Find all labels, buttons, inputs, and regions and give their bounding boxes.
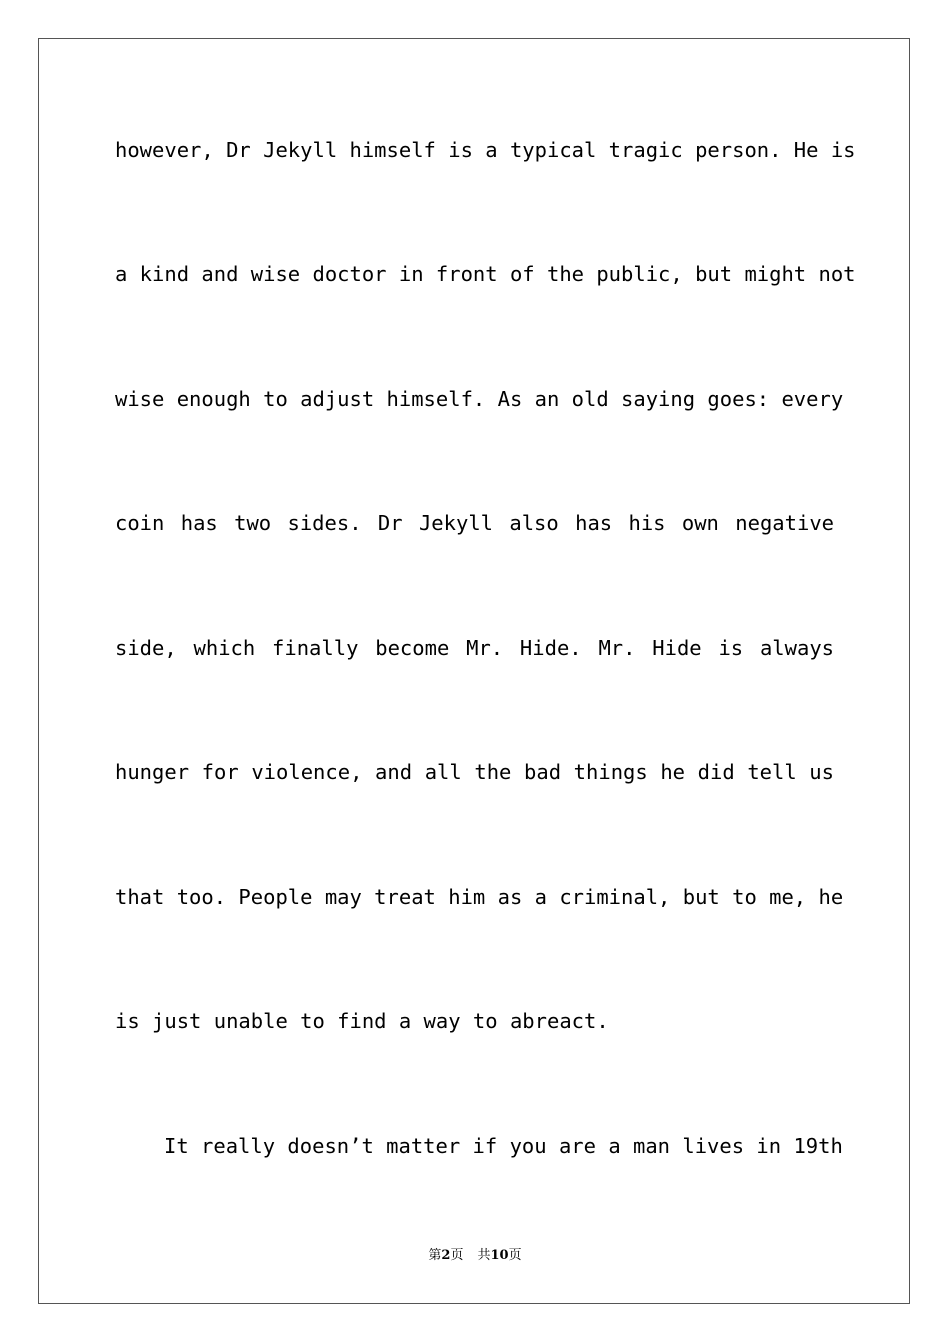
text-line-6: hunger for violence, and all the bad things he did tell us — [115, 760, 834, 784]
text-line-4: coin has two sides. Dr Jekyll also has his own negative — [115, 511, 834, 535]
footer-page-number: 2 — [441, 1248, 451, 1263]
footer-total-prefix: 共 — [477, 1248, 491, 1263]
text-line-8: is just unable to find a way to abreact. — [115, 1009, 609, 1033]
footer-total-pages: 10 — [490, 1248, 509, 1263]
text-line-5: side, which finally become Mr. Hide. Mr. Hide is always — [115, 636, 834, 660]
text-line-9: It really doesn’t matter if you are a man lives in 19th — [164, 1134, 843, 1158]
text-line-2: a kind and wise doctor in front of the public, but might not — [115, 262, 856, 286]
footer-page-suffix: 页 — [450, 1248, 464, 1263]
text-line-7: that too. People may treat him as a criminal, but to me, he — [115, 885, 844, 909]
text-line-1: however, Dr Jekyll himself is a typical tragic person. He is — [115, 138, 856, 162]
footer-page-prefix: 第 — [428, 1248, 442, 1263]
page-footer — [0, 1247, 950, 1265]
page-border — [38, 38, 910, 1304]
footer-total-suffix: 页 — [508, 1248, 522, 1263]
text-line-3: wise enough to adjust himself. As an old saying goes: every — [115, 387, 844, 411]
